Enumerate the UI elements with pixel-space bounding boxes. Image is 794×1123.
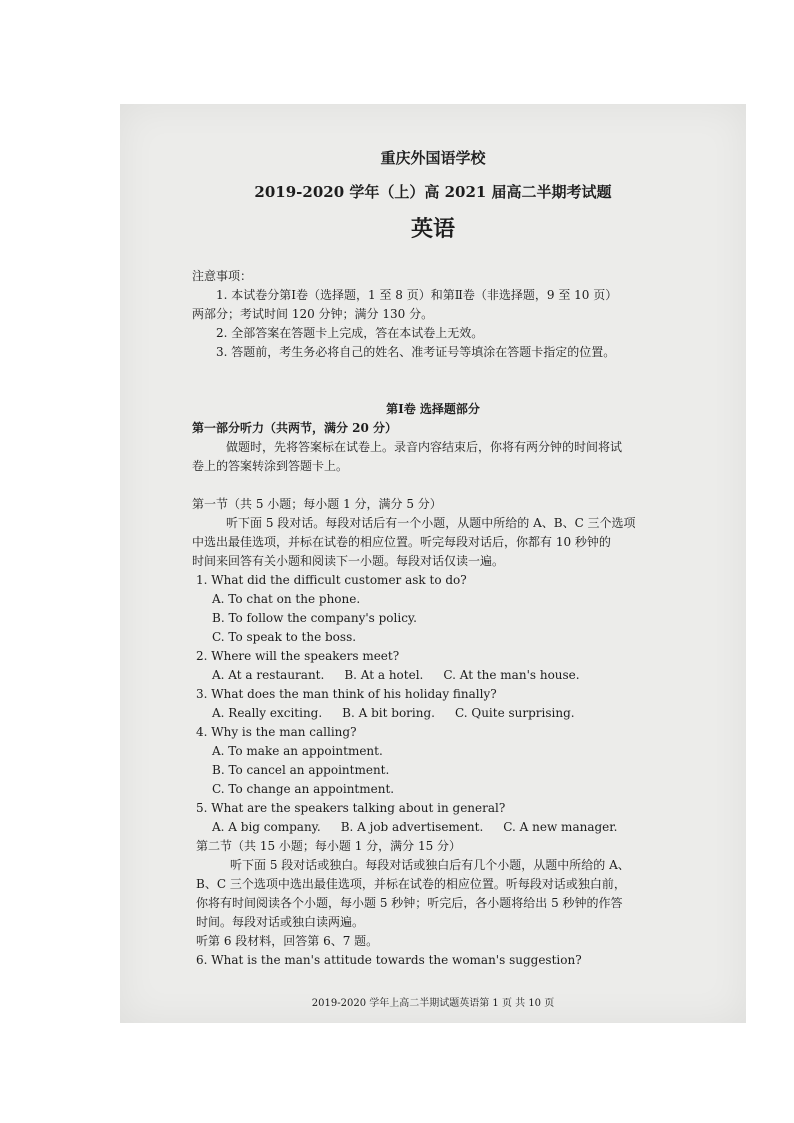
section-1-directions-2: 中选出最佳选项，并标在试卷的相应位置。听完每段对话后，你都有 10 秒钟的 <box>192 535 611 549</box>
q2-option-b: B. At a hotel. <box>344 668 424 682</box>
part-intro-cont: 卷上的答案转涂到答题卡上。 <box>192 459 349 473</box>
material-6-instruction: 听第 6 段材料，回答第 6、7 题。 <box>196 934 379 948</box>
question-4: 4. Why is the man calling? <box>196 725 357 739</box>
q4-option-a: A. To make an appointment. <box>212 744 383 758</box>
section-2-directions: 听下面 5 段对话或独白。每段对话或独白后有几个小题，从题中所给的 A、 <box>230 858 630 872</box>
section-1-directions: 听下面 5 段对话。每段对话后有一个小题，从题中所给的 A、B、C 三个选项 <box>226 516 636 530</box>
school-name: 重庆外国语学校 <box>380 149 486 167</box>
question-2: 2. Where will the speakers meet? <box>196 649 400 663</box>
q3-option-a: A. Really exciting. <box>212 706 323 720</box>
note-3: 3. 答题前，考生务必将自己的姓名、准考证号等填涂在答题卡指定的位置。 <box>216 345 616 359</box>
q3-option-b: B. A bit boring. <box>342 706 435 720</box>
note-1: 1. 本试卷分第Ⅰ卷（选择题，1 至 8 页）和第Ⅱ卷（非选择题，9 至 10 页） <box>216 288 618 302</box>
q5-option-c: C. A new manager. <box>503 820 618 834</box>
q4-option-c: C. To change an appointment. <box>212 782 395 796</box>
q5-option-b: B. A job advertisement. <box>340 820 484 834</box>
q2-option-a: A. At a restaurant. <box>212 668 325 682</box>
volume-title: 第Ⅰ卷 选择题部分 <box>386 402 480 416</box>
section-2-title: 第二节（共 15 小题；每小题 1 分，满分 15 分） <box>196 839 462 853</box>
notes-title: 注意事项： <box>192 269 253 283</box>
part-title: 第一部分听力（共两节，满分 20 分） <box>192 421 398 435</box>
question-1: 1. What did the difficult customer ask to do? <box>196 573 467 587</box>
q5-option-a: A. A big company. <box>212 820 321 834</box>
q2-option-c: C. At the man's house. <box>443 668 580 682</box>
exam-page <box>120 104 746 1023</box>
part-intro: 做题时，先将答案标在试卷上。录音内容结束后，你将有两分钟的时间将试 <box>226 440 623 454</box>
q3-option-c: C. Quite surprising. <box>454 706 575 720</box>
page-footer: 2019-2020 学年上高二半期试题英语第 1 页 共 10 页 <box>311 998 555 1009</box>
q4-option-b: B. To cancel an appointment. <box>212 763 390 777</box>
question-6: 6. What is the man's attitude towards the woman's suggestion? <box>196 953 582 967</box>
q3-options <box>212 704 595 723</box>
q1-option-a: A. To chat on the phone. <box>212 592 361 606</box>
q2-options <box>212 666 600 685</box>
section-2-directions-4: 时间。每段对话或独白读两遍。 <box>196 915 365 929</box>
note-1-cont: 两部分；考试时间 120 分钟；满分 130 分。 <box>192 307 434 321</box>
q5-options <box>212 818 638 837</box>
section-2-directions-2: B、C 三个选项中选出最佳选项，并标在试卷的相应位置。听每段对话或独白前， <box>196 877 626 891</box>
question-5: 5. What are the speakers talking about in general? <box>196 801 506 815</box>
q1-option-b: B. To follow the company's policy. <box>212 611 417 625</box>
subject-title: 英语 <box>410 216 455 242</box>
q1-option-c: C. To speak to the boss. <box>212 630 357 644</box>
note-2: 2. 全部答案在答题卡上完成，答在本试卷上无效。 <box>216 326 484 340</box>
section-1-title: 第一节（共 5 小题；每小题 1 分，满分 5 分） <box>192 497 442 511</box>
question-3: 3. What does the man think of his holiday finally? <box>196 687 497 701</box>
exam-title: 2019-2020 学年（上）高 2021 届高二半期考试题 <box>254 183 612 201</box>
section-2-directions-3: 你将有时间阅读各个小题，每小题 5 秒钟；听完后，各小题将给出 5 秒钟的作答 <box>196 896 623 910</box>
section-1-directions-3: 时间来回答有关小题和阅读下一小题。每段对话仅读一遍。 <box>192 554 505 568</box>
